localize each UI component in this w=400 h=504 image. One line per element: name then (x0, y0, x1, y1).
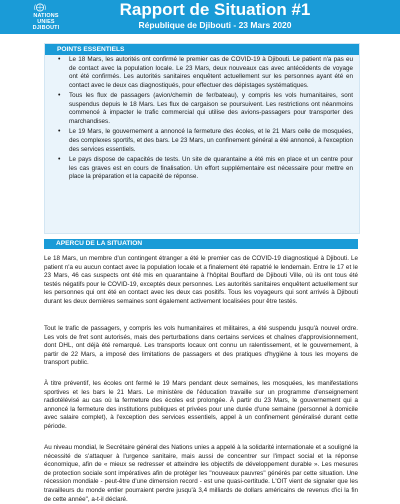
overview-paragraph: Le 18 Mars, un membre d'un contingent étranger a été le premier cas de COVID-19 diagnostiqué à Djibouti. Le patient n'a eu aucun contact avec la population locale et a finalement été rapatrié le lendemain. Entre le 17 et le 23 Mars, 46 cas suspects ont été mis en quarantaine à l'hôpital Bouffard de Djibouti Ville, où ils ont tous été testés négatifs pour le COVID-19, exceptés deux personnes. Les autorités sanitaires enquêtent actuellement sur les personnes qui ont été en contact avec les deux cas positifs. Tous les voyageurs qui sont arrivés à Djibouti durant les deux dernières semaines sont également activement localisées pour être testés. (44, 255, 358, 305)
report-header (0, 0, 400, 34)
overview-heading: APERCU DE LA SITUATION (44, 239, 358, 249)
report-title: Rapport de Situation #1 (119, 0, 311, 19)
un-djibouti-logo (6, 3, 86, 31)
overview-paragraph: Au niveau mondial, le Secrétaire général des Nations unies a appelé à la solidarité internationale et a souligné la nécessité de s'attaquer à l'urgence sanitaire, mais aussi de concentrer sur l'impact social et la réponse économique, afin de « mieux se redresser et atteindre les objectifs de développement durable ». Les mesures de protection sociale sont impératives afin de protéger les "nouveaux pauvres" générés par cette situation. Une récession mondiale - peut-être d'une dimension record - est une quasi-certitude. L'OIT vient de signaler que les travailleurs du monde entier pourraient perdre jusqu'à 3,4 milliards de dollars américains de revenus d'ici la fin de cette année", a-t-il déclaré. (44, 444, 358, 503)
list-item (57, 56, 353, 90)
overview-paragraph: À titre préventif, les écoles ont fermé le 19 Mars pendant deux semaines, les mosquées, les manifestations sportives et les bars le 21 Mars. Le ministère de l'éducation travaille sur un programme d'enseignement radiotélévisé au cas où la fermeture des écoles est prolongée. À partir du 23 Mars, le gouvernement qui a annoncé la fermeture des institutions publiques et privées pour une durée d'une semaine (personnel à domicile avec salaire complet), à l'exception des services essentiels, appel à un confinement généralisé durant cette période. (44, 380, 358, 430)
key-points-heading: POINTS ESSENTIELS (45, 44, 359, 55)
key-points-list (57, 56, 353, 184)
overview-paragraph: Tout le trafic de passagers, y compris les vols humanitaires et militaires, a été suspendu jusqu'à nouvel ordre. Les vols de fret sont autorisés, mais des perturbations dans certains services et chaînes d'approvisionnement, dont DHL, ont déjà été remarqué. Les transports locaux ont connu un ralentissement, et le gouvernement, à partir de 22 Mars, a imposé des limitations de passagers et des pratiques d'hygiène à tous les moyens de transport public. (44, 325, 358, 367)
key-point-text: Le 19 Mars, le gouvernement a annoncé la fermeture des écoles, et le 21 Mars celle de mosquées, des complexes sportifs, et des bars. Le 23 Mars, un confinement général a été annoncé, à l'exception des services essentiels. (69, 128, 353, 153)
report-subtitle: République de Djibouti - 23 Mars 2020 (138, 20, 292, 30)
bullet-icon: • (58, 92, 61, 100)
list-item (57, 128, 353, 154)
logo-text-line: NATIONS (33, 13, 59, 19)
list-item (57, 92, 353, 126)
logo-text-line: DJIBOUTI (32, 25, 60, 31)
list-item (57, 156, 353, 182)
un-emblem-icon (34, 3, 46, 12)
bullet-icon: • (58, 155, 61, 163)
bullet-icon: • (58, 128, 61, 136)
key-point-text: Le pays dispose de capacités de tests. Un site de quarantaine a été mis en place et un centre pour les cas graves est en cours de finalisation. Un effort supplémentaire est nécessaire pour mettre en place la préparation et la capacité de réponse. (69, 155, 353, 181)
key-point-text: Tous les flux de passagers (avion/chemin de fer/bateau), y compris les vols humanitaires, sont suspendus depuis le 18 Mars. Les flux de cargaison se poursuivent. Les restrictions ont néanmoins commencé à impacter le trafic commercial qui utilise des avions-passagers pour transporter des marchandises. (69, 92, 353, 125)
key-point-text: Le 18 Mars, les autorités ont confirmé le premier cas de COVID-19 à Djibouti. Le patient n'a pas eu de contact avec la population locale. Le 23 Mars, deux nouveaux cas avec antécédents de voyage ont été confirmés. Les autorités sanitaires enquêtent actuellement sur les personnes ayant été en contact avec le deux cas diagnostiqués, pour effectuer des dépistages systématiques. (69, 56, 353, 89)
logo-text-line: UNIES (37, 19, 55, 25)
key-points-box (44, 43, 360, 234)
bullet-icon: • (58, 56, 61, 63)
